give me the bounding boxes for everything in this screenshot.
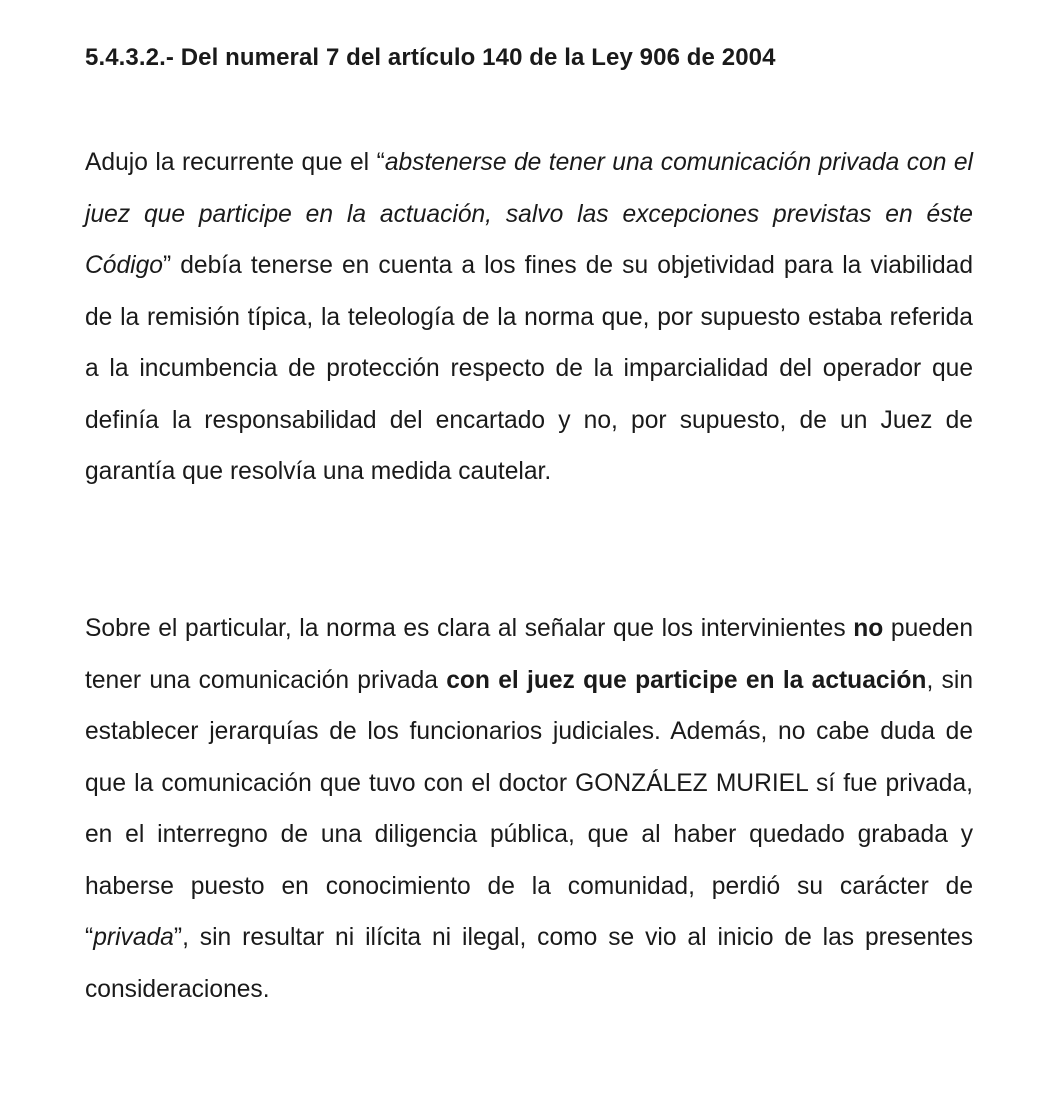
paragraph-2-bold-no: no — [853, 615, 884, 642]
paragraph-2 — [85, 603, 973, 1015]
paragraph-1-quote: abstenerse de tener una comunicación privada con el juez que participe en la actuación, salvo las excepciones previstas en éste Código — [85, 149, 973, 279]
paragraph-2-bold-phrase: con el juez que participe en la actuación — [446, 666, 927, 694]
paragraph-2-segment-5: , sin establecer jerarquías de los funcionarios judiciales. Además, no cabe duda de que la comunicación que tuvo con el doctor GONZÁLEZ MURIEL sí fue privada, en el interregno de una diligencia pública, que al haber quedado grabada y haberse puesto en conocimiento de la comunidad, perdió su carácter de “ — [85, 666, 973, 951]
paragraph-2-segment-7: ”, sin resultar ni ilícita ni ilegal, como se vio al inicio de las presentes consideraciones. — [85, 924, 973, 1003]
paragraph-2-italic-privada: privada — [93, 924, 174, 951]
paragraph-1-segment-3: ” debía tenerse en cuenta a los fines de su objetividad para la viabilidad de la remisión típica, la teleología de la norma que, por supuesto estaba referida a la incumbencia de protección respecto de la imparcialidad del operador que definía la responsabilidad del encartado y no, por supuesto, de un Juez de garantía que resolvía una medida cautelar. — [85, 252, 973, 485]
paragraph-2-segment-1: Sobre el particular, la norma es clara al señalar que los intervinientes — [85, 615, 854, 642]
paragraph-2-segment-3: pueden tener una comunicación privada — [85, 615, 973, 694]
paragraph-1-segment-1: Adujo la recurrente que el “ — [85, 149, 385, 176]
paragraph-1 — [85, 137, 973, 498]
document-page — [85, 0, 973, 1100]
section-heading: 5.4.3.2.- Del numeral 7 del artículo 140 de la Ley 906 de 2004 — [85, 44, 776, 71]
